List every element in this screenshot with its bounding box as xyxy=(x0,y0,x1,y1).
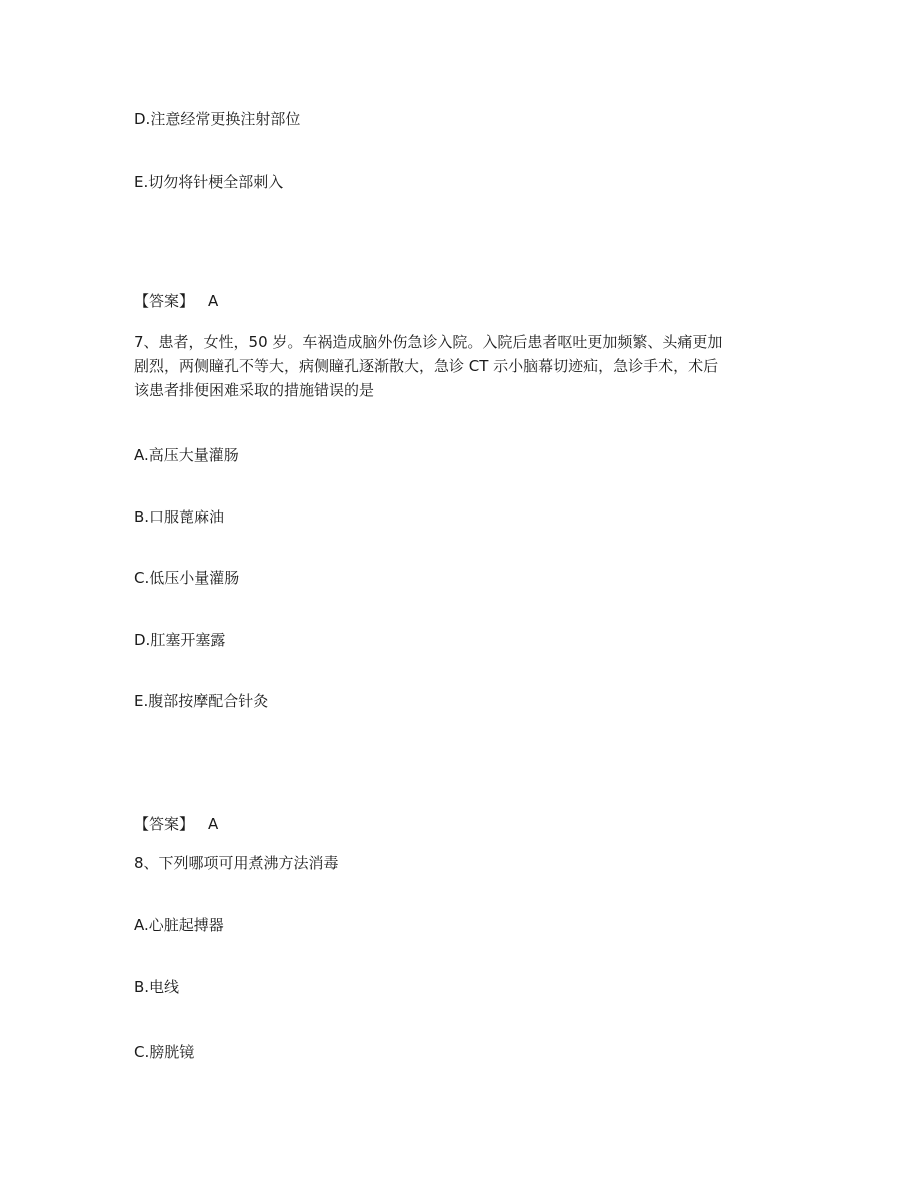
answer-value: A xyxy=(208,815,219,833)
q7-stem xyxy=(134,330,784,402)
q7-stem-line-2: 剧烈，两侧瞳孔不等大，病侧瞳孔逐渐散大，急诊 CT 示小脑幕切迹疝，急诊手术，术后 xyxy=(134,357,719,375)
q8-stem: 8、下列哪项可用煮沸方法消毒 xyxy=(134,854,339,872)
q6-answer-row xyxy=(134,289,218,313)
q6-option-e: E.切勿将针梗全部刺入 xyxy=(134,173,284,191)
answer-label: 【答案】 xyxy=(134,292,195,310)
q7-option-b: B.口服蓖麻油 xyxy=(134,508,225,526)
q7-stem-line-3: 该患者排便困难采取的措施错误的是 xyxy=(134,381,375,399)
q7-stem-line-1: 7、患者，女性，50 岁。车祸造成脑外伤急诊入院。入院后患者呕吐更加频繁、头痛更加 xyxy=(134,333,723,351)
q7-answer-row xyxy=(134,812,218,836)
q7-option-e: E.腹部按摩配合针灸 xyxy=(134,692,269,710)
q7-option-d: D.肛塞开塞露 xyxy=(134,631,226,649)
q6-option-d: D.注意经常更换注射部位 xyxy=(134,110,301,128)
answer-value: A xyxy=(208,292,219,310)
q7-option-c: C.低压小量灌肠 xyxy=(134,569,240,587)
answer-label: 【答案】 xyxy=(134,815,195,833)
q8-option-c: C.膀胱镜 xyxy=(134,1043,195,1061)
q7-option-a: A.高压大量灌肠 xyxy=(134,446,239,464)
q8-option-a: A.心脏起搏器 xyxy=(134,916,224,934)
q8-option-b: B.电线 xyxy=(134,978,180,996)
